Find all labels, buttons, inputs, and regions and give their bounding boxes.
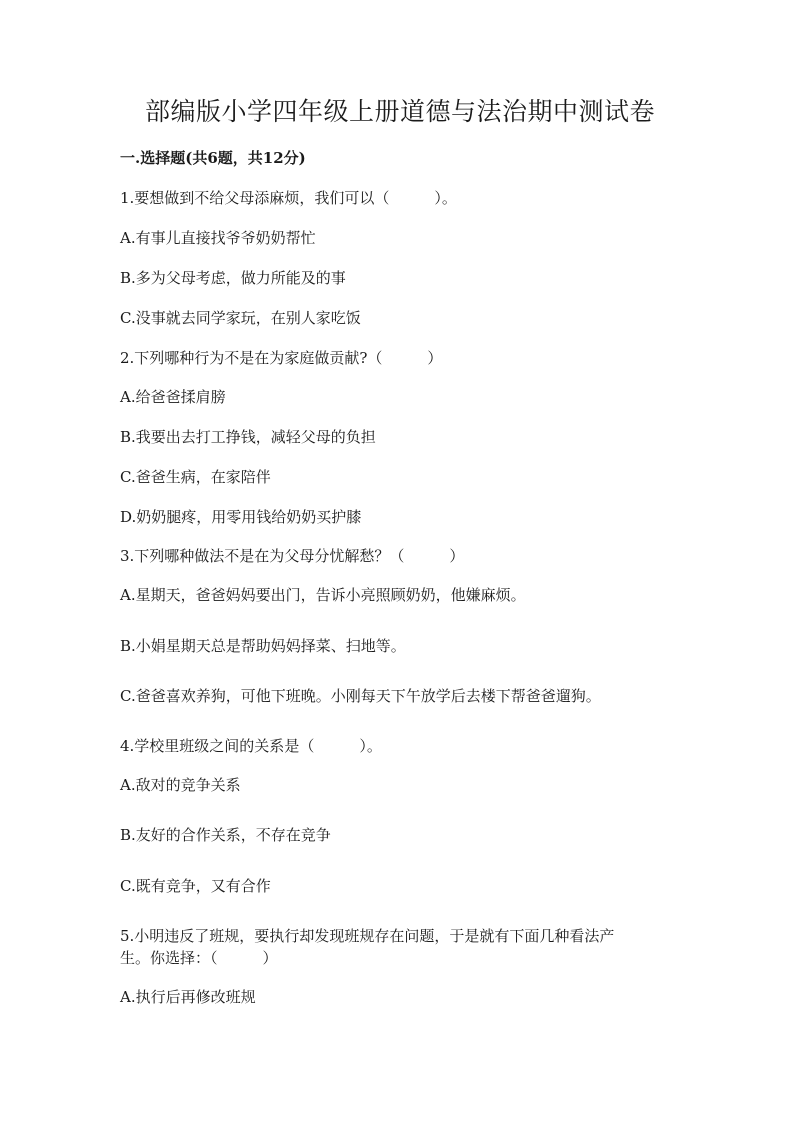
question-2-option-a: A.给爸爸揉肩膀 [120, 388, 226, 406]
question-3-stem: 3.下列哪种做法不是在为父母分忧解愁？（ ） [120, 547, 465, 565]
question-4-stem: 4.学校里班级之间的关系是（ ）。 [120, 737, 382, 755]
question-3-option-a: A.星期天，爸爸妈妈要出门，告诉小亮照顾奶奶，他嫌麻烦。 [120, 586, 526, 604]
question-1-option-b: B.多为父母考虑，做力所能及的事 [120, 269, 346, 287]
question-1-option-a: A.有事儿直接找爷爷奶奶帮忙 [120, 229, 316, 247]
question-4-option-b: B.友好的合作关系，不存在竞争 [120, 826, 331, 844]
page-title: 部编版小学四年级上册道德与法治期中测试卷 [144, 97, 655, 126]
question-5-stem-line-2: 生。你选择：（ ） [120, 949, 278, 967]
question-4-option-a: A.敌对的竞争关系 [120, 776, 241, 794]
section-heading: 一.选择题(共6题，共12分) [120, 149, 306, 167]
question-2-option-c: C.爸爸生病，在家陪伴 [120, 468, 271, 486]
question-1-option-c: C.没事就去同学家玩，在别人家吃饭 [120, 309, 361, 327]
question-2-option-b: B.我要出去打工挣钱，减轻父母的负担 [120, 428, 376, 446]
question-5-option-a: A.执行后再修改班规 [120, 988, 256, 1006]
question-1-stem: 1.要想做到不给父母添麻烦，我们可以（ ）。 [120, 189, 457, 207]
question-2-option-d: D.奶奶腿疼，用零用钱给奶奶买护膝 [120, 508, 362, 526]
question-3-option-b: B.小娟星期天总是帮助妈妈择菜、扫地等。 [120, 637, 406, 655]
question-4-option-c: C.既有竞争，又有合作 [120, 877, 271, 895]
question-3-option-c: C.爸爸喜欢养狗，可他下班晚。小刚每天下午放学后去楼下帮爸爸遛狗。 [120, 687, 601, 705]
question-2-stem: 2.下列哪种行为不是在为家庭做贡献?（ ） [120, 349, 443, 367]
question-5-stem-line-1: 5.小明违反了班规，要执行却发现班规存在问题，于是就有下面几种看法产 [120, 927, 615, 945]
